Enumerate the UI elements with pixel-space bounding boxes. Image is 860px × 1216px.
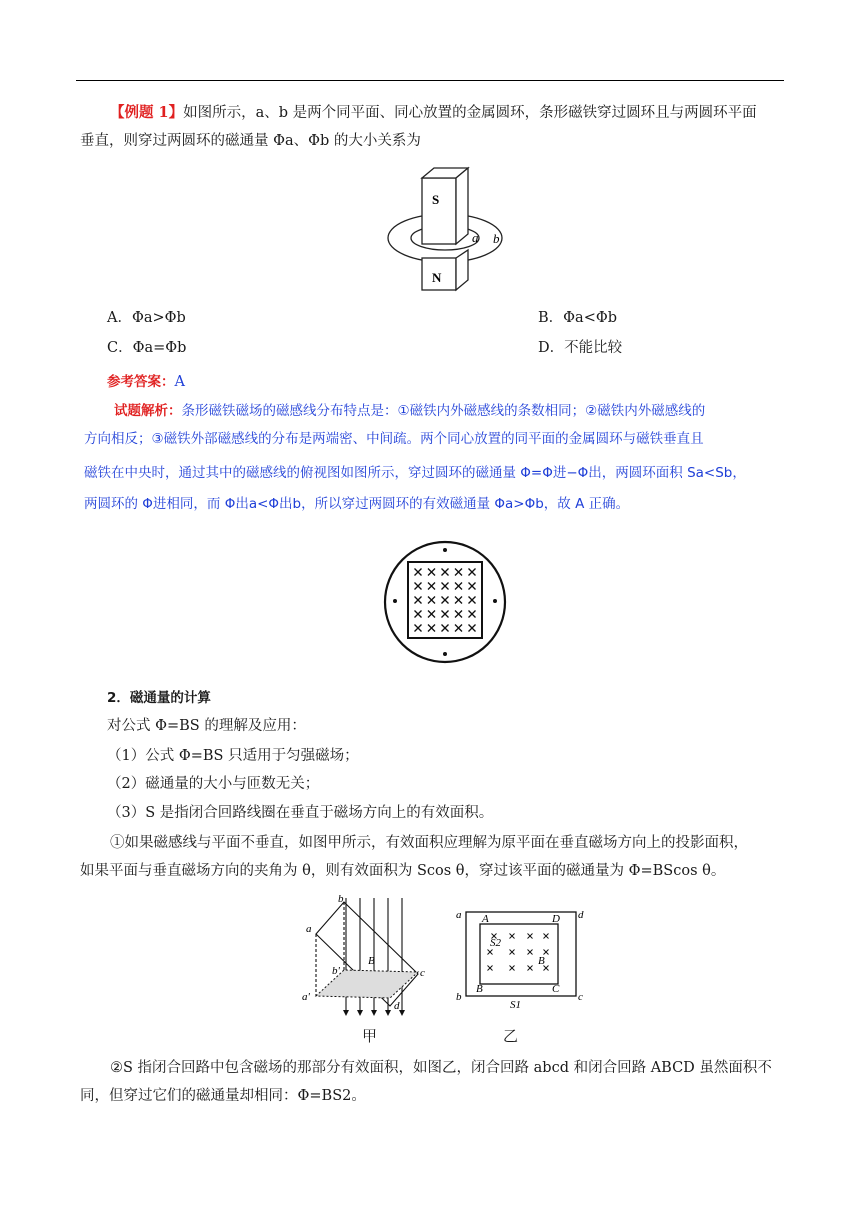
svg-text:b': b' xyxy=(332,965,340,977)
svg-text:d: d xyxy=(394,1000,400,1012)
section-line-4: （3）S 是指闭合回路线圈在垂直于磁场方向上的有效面积。 xyxy=(107,805,494,821)
top-view-figure xyxy=(380,540,510,665)
option-b: B．Φa<Φb xyxy=(538,310,618,326)
svg-text:a: a xyxy=(306,923,312,935)
analysis-line-4: 两圆环的 Φ进相同，而 Φ出a<Φ出b，所以穿过两圆环的有效磁通量 Φa>Φb，故 A 正确。 xyxy=(84,496,630,512)
option-a: A．Φa>Φb xyxy=(107,310,186,326)
figure-yi xyxy=(450,906,590,1014)
ring-b-label: b xyxy=(493,231,500,246)
answer-value: A xyxy=(174,374,185,390)
analysis-label: 试题解析： xyxy=(114,403,182,419)
example-tag: 【例题 1】 xyxy=(110,104,184,121)
svg-text:S2: S2 xyxy=(490,937,501,949)
ring-a-label: a xyxy=(472,230,479,245)
pole-s: S xyxy=(432,192,440,207)
magnet-ring-figure xyxy=(380,160,520,295)
analysis-line-3: 磁铁在中央时，通过其中的磁感线的俯视图如图所示，穿过圆环的磁通量 Φ=Φ进−Φ出，两圆环面积 Sa<Sb， xyxy=(84,465,746,481)
analysis-line-2: 方向相反；③磁铁外部磁感线的分布是两端密、中间疏。两个同心放置的同平面的金属圆环与磁铁垂直且 xyxy=(84,431,704,447)
svg-text:B: B xyxy=(476,983,483,995)
caption-yi: 乙 xyxy=(503,1027,519,1045)
section-line-2: （1）公式 Φ=BS 只适用于匀强磁场； xyxy=(107,748,359,764)
svg-text:a: a xyxy=(456,909,462,921)
example-stem-line-2: 垂直，则穿过两圆环的磁通量 Φa、Φb 的大小关系为 xyxy=(80,133,421,149)
section-line-3: （2）磁通量的大小与匝数无关； xyxy=(107,776,320,792)
svg-text:b: b xyxy=(338,893,344,905)
answer xyxy=(107,372,185,392)
analysis-line-1 xyxy=(84,397,789,425)
stem-line-1: 如图所示，a、b 是两个同平面、同心放置的金属圆环，条形磁铁穿过圆环且与两圆环平面 xyxy=(183,105,757,121)
svg-text:a': a' xyxy=(302,991,310,1003)
section-line-7: ②S 指闭合回路中包含磁场的那部分有效面积，如图乙，闭合回路 abcd 和闭合回路 ABCD 虽然面积不 xyxy=(110,1060,772,1076)
figure-jia xyxy=(298,892,438,1022)
section-line-1: 对公式 Φ=BS 的理解及应用： xyxy=(107,718,306,734)
svg-text:c: c xyxy=(578,991,583,1003)
svg-text:C: C xyxy=(552,983,560,995)
caption-jia: 甲 xyxy=(362,1027,378,1045)
example-stem xyxy=(80,99,785,127)
header-rule xyxy=(76,80,784,81)
svg-text:S1: S1 xyxy=(510,999,521,1011)
analysis-text-1: 条形磁铁磁场的磁感线分布特点是：①磁铁内外磁感线的条数相同；②磁铁内外磁感线的 xyxy=(181,403,706,419)
svg-text:d: d xyxy=(578,909,584,921)
svg-text:c: c xyxy=(420,967,425,979)
option-d: D．不能比较 xyxy=(538,340,623,356)
section-line-8: 同，但穿过它们的磁通量却相同：Φ=BS2。 xyxy=(80,1088,366,1104)
svg-text:B: B xyxy=(368,955,375,967)
svg-text:A: A xyxy=(482,913,489,925)
section-line-5: ①如果磁感线与平面不垂直，如图甲所示，有效面积应理解为原平面在垂直磁场方向上的投影面积， xyxy=(110,835,748,851)
option-c: C．Φa=Φb xyxy=(107,340,187,356)
section-heading: 2．磁通量的计算 xyxy=(107,690,211,706)
answer-label: 参考答案： xyxy=(107,374,175,390)
section-line-6: 如果平面与垂直磁场方向的夹角为 θ，则有效面积为 Scos θ，穿过该平面的磁通量为 Φ=BScos θ。 xyxy=(80,863,726,879)
pole-n: N xyxy=(432,270,442,285)
svg-text:B: B xyxy=(538,955,545,967)
magnet-upper xyxy=(422,178,456,244)
svg-text:D: D xyxy=(552,913,560,925)
svg-text:b: b xyxy=(456,991,462,1003)
